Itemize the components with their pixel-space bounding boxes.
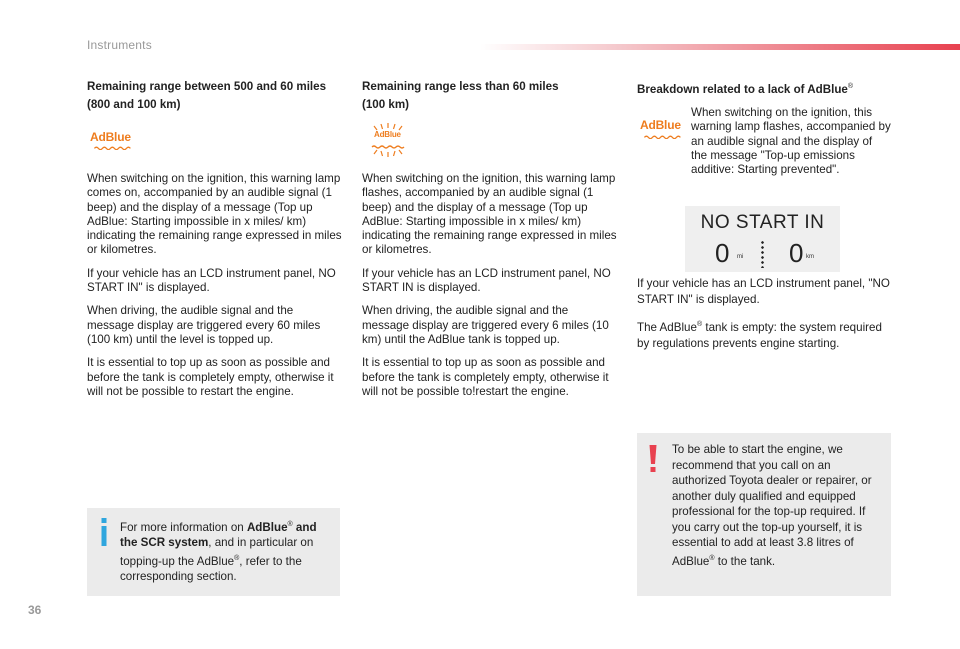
- left-digit: 0: [715, 238, 730, 268]
- no-start-message: NO START IN: [700, 212, 825, 233]
- paragraph: When driving, the audible signal and the message display are triggered every 6 miles (10 km) until the AdBlue tank is topped up.: [362, 304, 609, 346]
- breakdown-intro: [691, 106, 891, 186]
- info-note-text: For more information on AdBlue® and the SCR system, and in particular on topping-up the AdBlue®, refer to the corresponding section.: [120, 520, 317, 584]
- paragraph: When switching on the ignition, this warning lamp comes on, accompanied by an audible signal (1 beep) and the display of a message (Top up AdBlue: Starting impossible in x miles/ km) indicating the remaining range expressed in miles or kilometres.: [87, 172, 342, 257]
- paragraph: When switching on the ignition, this warning lamp flashes, accompanied by an audible signal (1 beep) and the display of a message (Top up AdBlue: Starting impossible in x miles/ km) indicating the remaining range expressed in miles or kilometres.: [362, 172, 617, 257]
- info-note: [87, 508, 340, 596]
- right-digit: 0: [789, 238, 804, 268]
- adblue-warning-lamp-icon: AdBlue: [87, 114, 342, 172]
- separator-dots: [761, 240, 764, 268]
- lcd-no-start-display: [685, 206, 840, 272]
- exclamation-icon: [649, 445, 657, 473]
- page-section-title: Instruments: [87, 38, 152, 52]
- paragraph: When switching on the ignition, this warning lamp flashes, accompanied by an audible signal and the display of the message "Top-up emissions additive: Starting prevented".: [691, 106, 891, 177]
- section-heading: Breakdown related to a lack of AdBlue®: [637, 82, 854, 96]
- warning-note-text: To be able to start the engine, we recommend that you call on an authorized Toyota dealer or repairer, or another duly qualified and equipped professional for the top-up required. If you carry out the top-up yourself, it is essential to add at least 3.8 litres of AdBlue® to the tank.: [672, 443, 872, 568]
- right-unit: km: [806, 254, 814, 260]
- adblue-flashing-lamp-icon: AdBlue: [362, 114, 617, 172]
- left-unit: mi: [737, 254, 744, 260]
- paragraph: If your vehicle has an LCD instrument panel, "NO START IN" is displayed.: [637, 277, 890, 306]
- warning-note: [637, 433, 891, 596]
- paragraph: It is essential to top up as soon as possible and before the tank is completely empty, otherwise it will not be possible to!restart the engine.: [362, 356, 609, 398]
- section-heading: Remaining range between 500 and 60 miles (800 and 100 km): [87, 80, 327, 111]
- breakdown-details: [637, 276, 892, 361]
- paragraph: When driving, the audible signal and the message display are triggered every 60 miles (100 km) until the level is topped up.: [87, 304, 321, 346]
- paragraph: If your vehicle has an LCD instrument panel, NO START IN is displayed.: [362, 266, 611, 295]
- page-number: 36: [28, 603, 42, 617]
- paragraph: The AdBlue® tank is empty: the system required by regulations prevents engine starting.: [637, 320, 882, 350]
- info-icon: [100, 518, 108, 546]
- paragraph: It is essential to top up as soon as possible and before the tank is completely empty, otherwise it will not be possible to restart the engine.: [87, 356, 334, 398]
- paragraph: If your vehicle has an LCD instrument panel, NO START IN" is displayed.: [87, 266, 336, 295]
- section-heading: Remaining range less than 60 miles (100 km): [362, 80, 559, 111]
- column-breakdown: [637, 78, 892, 99]
- column-range-500-60: [87, 78, 342, 408]
- column-range-less-60: [362, 78, 617, 408]
- header-accent-bar: [480, 44, 960, 50]
- adblue-breakdown-lamp-icon: AdBlue: [640, 116, 684, 139]
